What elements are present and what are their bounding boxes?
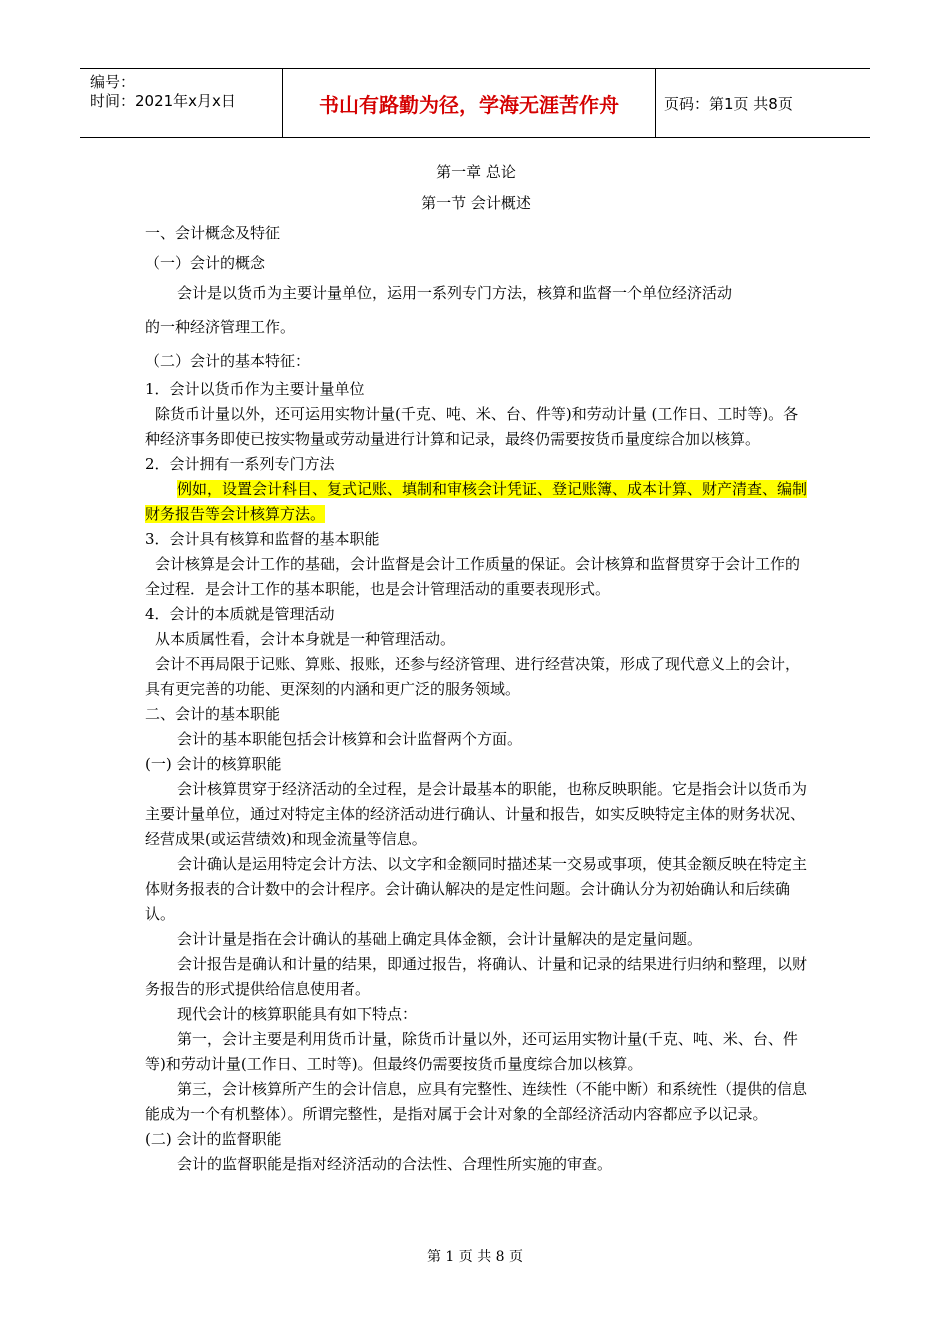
paragraph: 除货币计量以外，还可运用实物计量(千克、吨、米、台、件等)和劳动计量 (工作日、工时等)。各种经济事务即使已按实物量或劳动量进行计算和记录，最终仍需要按货币量度综合加以核算。	[145, 405, 799, 448]
page-footer: 第 1 页 共 8 页	[426, 1249, 524, 1265]
chapter-title: 第一章 总论	[436, 163, 516, 181]
paragraph: 会计计量是指在会计确认的基础上确定具体金额，会计计量解决的是定量问题。	[177, 930, 703, 948]
paragraph: 第一，会计主要是利用货币计量，除货币计量以外，还可运用实物计量(千克、吨、米、台、件等)和劳动计量(工作日、工时等)。但最终仍需要按货币量度综合加以核算。	[145, 1030, 798, 1073]
paragraph: 会计的基本职能包括会计核算和会计监督两个方面。	[177, 730, 523, 748]
paragraph: 会计核算贯穿于经济活动的全过程，是会计最基本的职能，也称反映职能。它是指会计以货币为主要计量单位，通过对特定主体的经济活动进行确认、计量和报告，如实反映特定主体的财务状况、经营成果(或运营绩效)和现金流量等信息。	[145, 780, 808, 848]
paragraph: 会计确认是运用特定会计方法、以文字和金额同时描述某一交易或事项，使其金额反映在特定主体财务报表的合计数中的会计程序。会计确认解决的是定性问题。会计确认分为初始确认和后续确认。	[145, 855, 808, 923]
document-number-label: 编号：	[90, 73, 136, 91]
document-header	[80, 68, 870, 138]
paragraph: 会计的监督职能是指对经济活动的合法性、合理性所实施的审查。	[177, 1155, 613, 1173]
document-time-label: 时间：2021年x月x日	[90, 92, 236, 110]
paragraph: 第三，会计核算所产生的会计信息，应具有完整性、连续性（不能中断）和系统性（提供的信息能成为一个有机整体）。所谓完整性，是指对属于会计对象的全部经济活动内容都应予以记录。	[145, 1080, 808, 1123]
list-item-heading: 4．会计的本质就是管理活动	[145, 605, 335, 623]
paragraph: 会计不再局限于记账、算账、报账，还参与经济管理、进行经营决策，形成了现代意义上的会计，具有更完善的功能、更深刻的内涵和更广泛的服务领域。	[145, 655, 801, 698]
header-page-info: 页码：第1页 共8页	[664, 94, 793, 113]
section-title: 第一节 会计概述	[421, 194, 531, 212]
paragraph: 会计是以货币为主要计量单位，运用一系列专门方法，核算和监督一个单位经济活动	[177, 284, 733, 302]
subheading: (一) 会计的核算职能	[145, 755, 282, 773]
highlighted-paragraph	[145, 477, 807, 527]
subheading: （一）会计的概念	[145, 254, 266, 272]
heading-1: 一、会计概念及特征	[145, 224, 281, 242]
document-body	[145, 160, 807, 1177]
header-meta	[90, 73, 236, 111]
subheading: （二）会计的基本特征：	[145, 352, 311, 370]
list-item-heading: 3．会计具有核算和监督的基本职能	[145, 530, 380, 548]
subheading: (二) 会计的监督职能	[145, 1130, 282, 1148]
list-item-heading: 2．会计拥有一系列专门方法	[145, 455, 335, 473]
paragraph: 会计核算是会计工作的基础，会计监督是会计工作质量的保证。会计核算和监督贯穿于会计工作的全过程．是会计工作的基本职能，也是会计管理活动的重要表现形式。	[145, 555, 801, 598]
list-item-heading: 1．会计以货币作为主要计量单位	[145, 380, 365, 398]
header-motto: 书山有路勤为径，学海无涯苦作舟	[282, 69, 656, 137]
highlight-text: 例如，设置会计科目、复式记账、填制和审核会计凭证、登记账簿、成本计算、财产清查、编制财务报告等会计核算方法。	[145, 480, 808, 523]
paragraph: 会计报告是确认和计量的结果，即通过报告，将确认、计量和记录的结果进行归纳和整理，以财务报告的形式提供给信息使用者。	[145, 955, 808, 998]
heading-2: 二、会计的基本职能	[145, 705, 281, 723]
paragraph: 的一种经济管理工作。	[145, 318, 296, 336]
paragraph: 现代会计的核算职能具有如下特点：	[177, 1005, 418, 1023]
paragraph: 从本质属性看，会计本身就是一种管理活动。	[155, 630, 456, 648]
